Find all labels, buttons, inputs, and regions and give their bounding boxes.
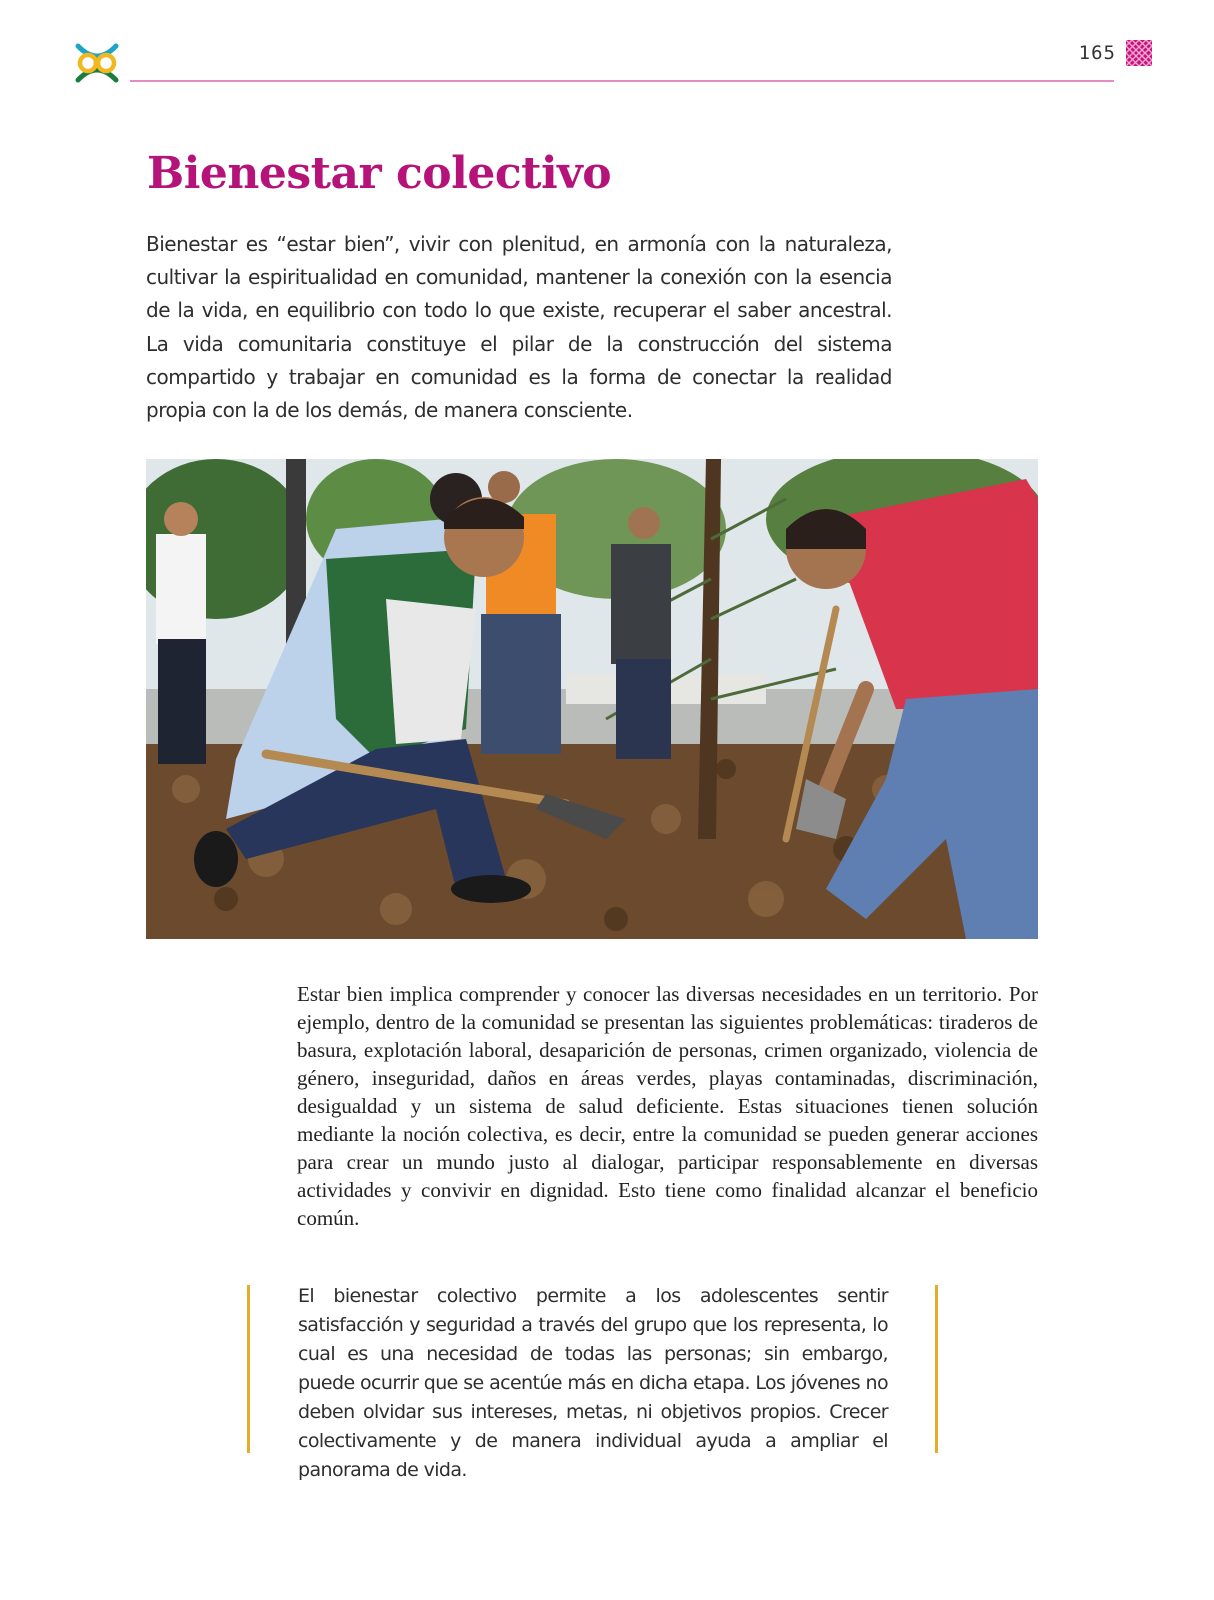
intro-paragraph: Bienestar es “estar bien”, vivir con plenitud, en armonía con la naturaleza, cultivar la espiritualidad en comunidad, mantener la conexión con la esencia de la vida, en equilibrio con todo lo que existe, recuperar el saber ancestral. La vida comunitaria constituye el pilar de la construcción del sistema compartido y trabajar en comunidad es la forma de conectar la realidad propia con la de los demás, de manera consciente.: [146, 232, 892, 423]
header-rule: [130, 80, 1114, 82]
overlapping-rings-logo-icon: [74, 40, 120, 86]
tree-planting-photo: [146, 459, 1038, 939]
page-title: Bienestar colectivo: [147, 148, 612, 199]
woven-pattern-icon: [1126, 40, 1152, 66]
callout-bar-right: [935, 1285, 938, 1453]
callout-bar-left: [247, 1285, 250, 1453]
body-paragraph: Estar bien implica comprender y conocer las diversas necesidades en un territorio. Por ejemplo, dentro de la comunidad se presentan las siguientes problemáticas: tiraderos de basura, explotación laboral, desaparición de personas, crimen organizado, violencia de género, inseguridad, daños en áreas verdes, playas contaminadas, discriminación, desigualdad y un sistema de salud deficiente. Estas situaciones tienen solución mediante la noción colectiva, es decir, entre la comunidad se pueden generar acciones para crear un mundo justo al dialogar, participar responsablemente en diversas actividades y convivir en dignidad. Esto tiene como finalidad alcanzar el beneficio común.: [297, 982, 1038, 1230]
page-number: 165: [1078, 42, 1116, 64]
callout-paragraph: El bienestar colectivo permite a los adolescentes sentir satisfacción y seguridad a través del grupo que los representa, lo cual es una necesidad de todas las personas; sin embargo, puede ocurrir que se acentúe más en dicha etapa. Los jóvenes no deben olvidar sus intereses, metas, ni objetivos propios. Crecer colectivamente y de manera individual ayuda a ampliar el panorama de vida.: [298, 1285, 888, 1481]
